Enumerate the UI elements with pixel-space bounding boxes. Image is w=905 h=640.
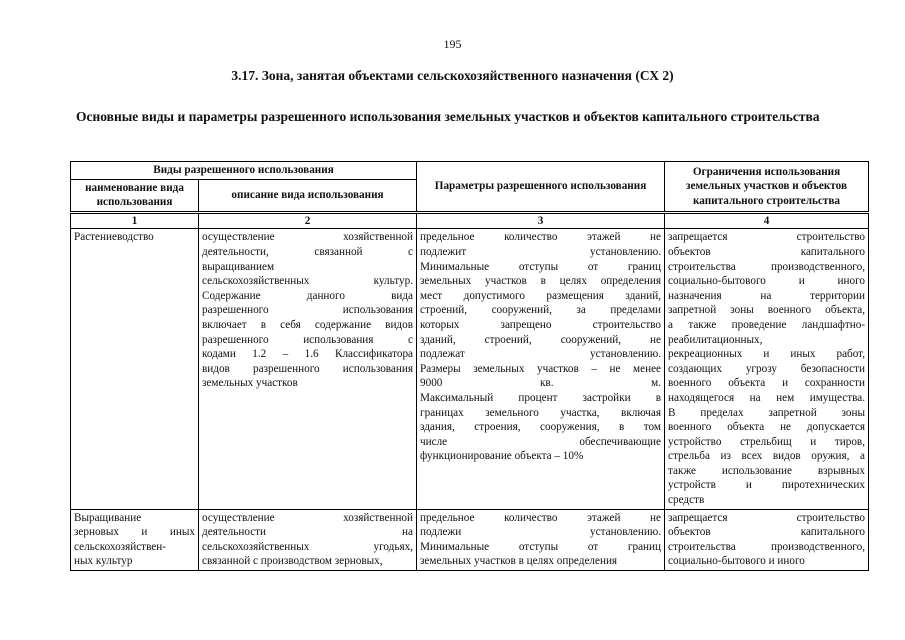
cell-text-line: предельное количество этажей не [420,511,662,524]
document-subtitle: Основные виды и параметры разрешенного использования земельных участков и объектов капитального строительства [76,109,820,124]
use-name-cell [71,229,199,509]
cell-text-line: социально-бытового и иного [668,555,805,568]
cell-text-line: числе обеспечивающие [420,435,662,448]
cell-text-line: запретной зоны военного объекта, [668,304,866,317]
cell-text-line: которых запрещено строительство [420,318,662,331]
cell-text-line: рекреационных и иных работ, [668,348,866,361]
cell-text-line: мест допустимого размещения зданий, [420,289,662,302]
column-number: 4 [665,212,869,229]
use-parameters-cell [417,509,665,570]
use-parameters-cell [417,229,665,509]
cell-text-line: связанной с производством зерновых, [202,555,383,568]
cell-text-line: подлежат установлению. [420,348,662,361]
cell-text-line: строений, сооружений, за пределами [420,304,662,317]
cell-text-line: а также проведение ландшафтно- [668,318,866,331]
cell-text-line: Растениеводство [74,231,154,244]
use-description-cell [199,229,417,509]
column-number-row [71,212,869,229]
use-restrictions-cell [665,229,869,509]
cell-text-line: здания, строения, сооружения, в том [420,421,662,434]
cell-text-line: Минимальные отступы от границ [420,540,662,553]
header-name: наименование вида использования [71,179,199,212]
cell-text-line: военного объекта не допускается [668,421,866,434]
cell-text-line: создающих угрозу безопасности [668,362,866,375]
column-number: 3 [417,212,665,229]
cell-text-line: подлежи установлению. [420,526,662,539]
cell-text-line: средств [668,494,705,507]
table-row [71,509,869,570]
cell-text-line: сельскохозяйствен- [74,540,166,553]
cell-text-line: земельных участков в целях определения [420,555,618,568]
page-number: 195 [443,37,462,51]
cell-text-line: сельскохозяйственных угодьях, [202,540,414,553]
cell-text-line: стрельба из всех видов оружия, а [668,450,866,463]
header-restrictions: Ограничения использования земельных участков и объектов капитального строительства [665,162,869,213]
cell-text-line: объектов капитального [668,245,866,258]
cell-text-line: видов разрешенного использования [202,362,414,375]
use-name-cell [71,509,199,570]
cell-text-line: запрещается строительство [668,511,866,524]
cell-text-line: военного объекта и сохранности [668,377,866,390]
cell-text-line: также использование взрывных [668,464,866,477]
table-row [71,229,869,509]
cell-text-line: выращиванием [202,260,275,273]
cell-text-line: запрещается строительство [668,231,866,244]
cell-text-line: осуществление хозяйственной [202,511,414,524]
land-use-table [70,161,869,571]
cell-text-line: Размеры земельных участков – не менее [420,362,662,375]
cell-text-line: зерновых и иных [74,526,195,539]
cell-text-line: предельное количество этажей не [420,231,662,244]
cell-text-line: границах земельного участка, включая [420,406,662,419]
column-number: 1 [71,212,199,229]
cell-text-line: объектов капитального [668,526,866,539]
cell-text-line: разрешенного использования с [202,333,414,346]
cell-text-line: Минимальные отступы от границ [420,260,662,273]
cell-text-line: устройство стрельбищ и тиров, [668,435,866,448]
header-parameters: Параметры разрешенного использования [417,162,665,213]
cell-text-line: строительства производственного, [668,540,866,553]
cell-text-line: зданий, строений, сооружений, не [420,333,662,346]
cell-text-line: осуществление хозяйственной [202,231,414,244]
cell-text-line: подлежит установлению. [420,245,662,258]
cell-text-line: сельскохозяйственных культур. [202,275,414,288]
cell-text-line: В пределах запретной зоны [668,406,866,419]
cell-text-line: социально-бытового и иного [668,275,866,288]
cell-text-line: функционирование объекта – 10% [420,450,584,463]
header-description: описание вида использования [199,179,417,212]
cell-text-line: устройств и пиротехнических [668,479,866,492]
header-group-uses: Виды разрешенного использования [71,162,417,180]
cell-text-line: 9000 кв. м. [420,377,662,390]
cell-text-line: кодами 1.2 – 1.6 Классификатора [202,348,414,361]
cell-text-line: включает в себя содержание видов [202,318,414,331]
cell-text-line: земельных участков [202,377,298,390]
cell-text-line: Максимальный процент застройки в [420,391,662,404]
cell-text-line: Выращивание [74,511,142,524]
cell-text-line: находящегося на нем имущества. [668,391,866,404]
cell-text-line: земельных участков в целях определения [420,275,662,288]
cell-text-line: строительства производственного, [668,260,866,273]
cell-text-line: реабилитационных, [668,333,763,346]
cell-text-line: деятельности, связанной с [202,245,414,258]
use-description-cell [199,509,417,570]
column-number: 2 [199,212,417,229]
cell-text-line: Содержание данного вида [202,289,414,302]
use-restrictions-cell [665,509,869,570]
section-title: 3.17. Зона, занятая объектами сельскохозяйственного назначения (СХ 2) [231,68,674,83]
cell-text-line: ных культур [74,555,133,568]
cell-text-line: деятельности на [202,526,414,539]
cell-text-line: разрешенного использования [202,304,414,317]
cell-text-line: назначения на территории [668,289,866,302]
